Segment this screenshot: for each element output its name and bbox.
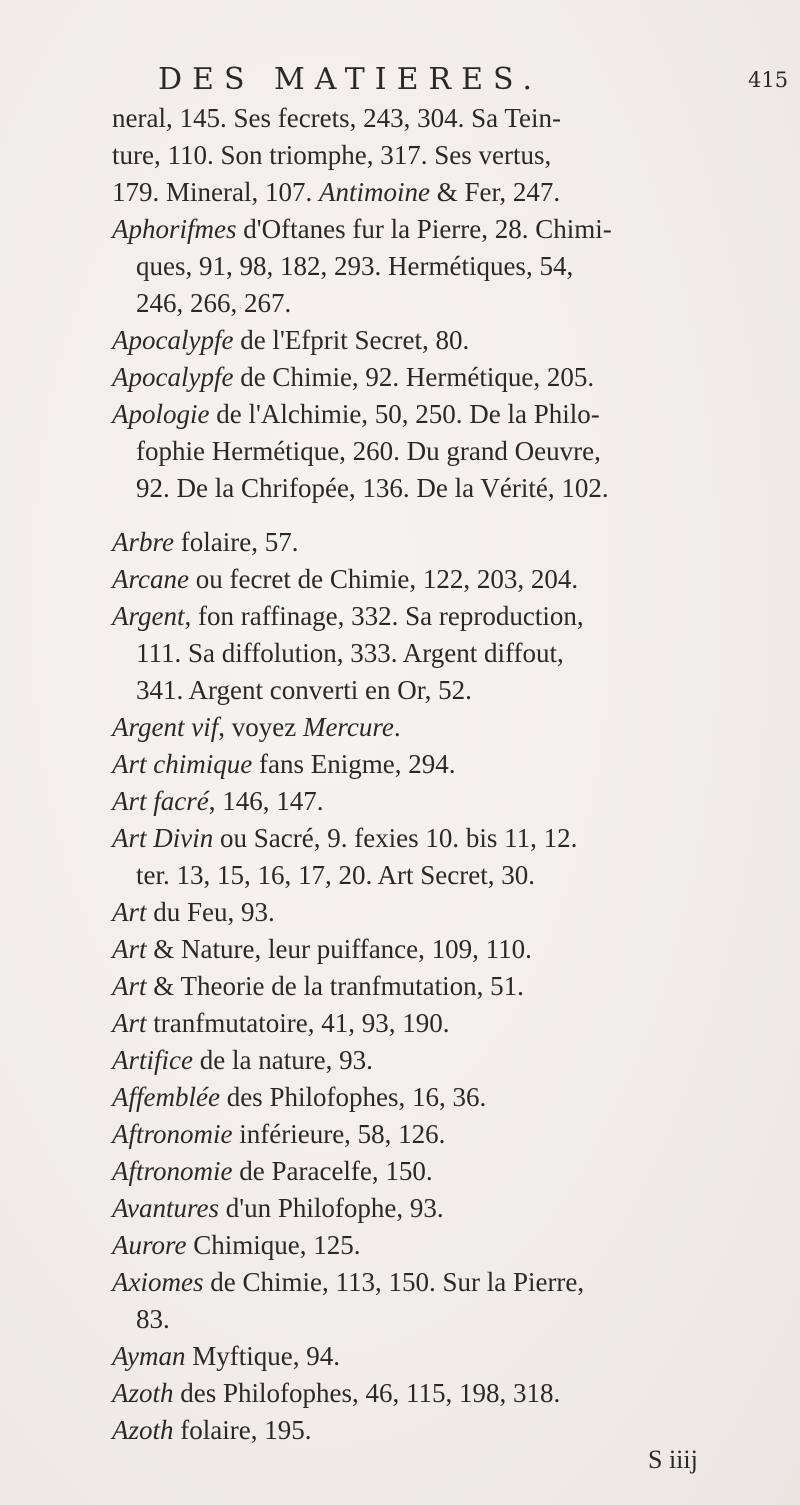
entry-text: des Philofophes, 16, 36. xyxy=(219,1082,487,1112)
index-line xyxy=(112,598,732,635)
entry-text: ques, 91, 98, 182, 293. Hermétiques, 54, xyxy=(136,251,574,281)
index-line xyxy=(112,1301,732,1338)
index-line xyxy=(112,709,732,746)
index-line xyxy=(112,1190,732,1227)
entry-text: folaire, 195. xyxy=(173,1415,312,1445)
entry-text: & Fer, 247. xyxy=(429,177,561,207)
index-line xyxy=(112,100,732,137)
index-line xyxy=(112,137,732,174)
index-line xyxy=(112,470,732,507)
index-line xyxy=(112,285,732,322)
index-line xyxy=(112,635,732,672)
entry-text: des Philofophes, 46, 115, 198, 318. xyxy=(173,1378,561,1408)
index-line xyxy=(112,968,732,1005)
entry-text: , fon raffinage, 332. Sa reproduction, xyxy=(184,601,584,631)
entry-text: & Theorie de la tranfmutation, 51. xyxy=(146,971,524,1001)
entry-headword: Art xyxy=(112,934,147,964)
entry-text: d'Oftanes fur la Pierre, 28. Chimi- xyxy=(236,214,612,244)
index-line xyxy=(112,746,732,783)
entry-headword: Argent vif xyxy=(112,712,219,742)
index-line xyxy=(112,1042,732,1079)
index-line xyxy=(112,1005,732,1042)
entry-headword: Arcane xyxy=(112,564,189,594)
index-line xyxy=(112,1079,732,1116)
entry-text: , voyez xyxy=(218,712,303,742)
index-line xyxy=(112,396,732,433)
entry-headword: Antimoine xyxy=(318,177,430,207)
index-line xyxy=(112,1412,732,1449)
entry-headword: Arbre xyxy=(112,527,174,557)
index-line xyxy=(112,672,732,709)
entry-text: de Paracelfe, 150. xyxy=(232,1156,433,1186)
entry-headword: Argent xyxy=(112,601,185,631)
entry-text: fans Enigme, 294. xyxy=(252,749,456,779)
entry-headword: Ayman xyxy=(112,1341,186,1371)
index-line xyxy=(112,211,732,248)
entry-headword: Apocalypfe xyxy=(112,362,234,392)
entry-headword: Affemblée xyxy=(112,1082,220,1112)
entry-text: ter. 13, 15, 16, 17, 20. Art Secret, 30. xyxy=(136,860,535,890)
entry-text: de l'Efprit Secret, 80. xyxy=(233,325,470,355)
index-line xyxy=(112,1153,732,1190)
entry-headword: Azoth xyxy=(112,1415,174,1445)
entry-headword: Apologie xyxy=(112,399,210,429)
entry-text: ou fecret de Chimie, 122, 203, 204. xyxy=(188,564,579,594)
entry-headword: Mercure xyxy=(302,712,394,742)
entry-text: . xyxy=(393,712,401,742)
entry-text: tranfmutatoire, 41, 93, 190. xyxy=(146,1008,450,1038)
entry-text: 111. Sa diffolution, 333. Argent diffout, xyxy=(136,638,564,668)
entry-headword: Art chimique xyxy=(112,749,253,779)
entry-text: de Chimie, 113, 150. Sur la Pierre, xyxy=(203,1267,585,1297)
entry-text: de la nature, 93. xyxy=(192,1045,373,1075)
index-line xyxy=(112,433,732,470)
index-line xyxy=(112,1338,732,1375)
entry-text: Chimique, 125. xyxy=(186,1230,361,1260)
index-line xyxy=(112,248,732,285)
printer-signature: S iiij xyxy=(648,1445,698,1474)
entry-text: , 146, 147. xyxy=(208,786,324,816)
entry-headword: Artifice xyxy=(112,1045,193,1075)
entry-headword: Azoth xyxy=(112,1378,174,1408)
index-entries xyxy=(112,100,732,1449)
index-line xyxy=(112,359,732,396)
entry-text: 179. Mineral, 107. xyxy=(112,177,319,207)
entry-text: 341. Argent converti en Or, 52. xyxy=(136,675,472,705)
entry-headword: Art Divin xyxy=(112,823,214,853)
entry-headword: Art facré xyxy=(112,786,209,816)
index-line xyxy=(112,1116,732,1153)
entry-headword: Aurore xyxy=(112,1230,187,1260)
index-line xyxy=(112,174,732,211)
entry-headword: Axiomes xyxy=(112,1267,204,1297)
entry-text: & Nature, leur puiffance, 109, 110. xyxy=(146,934,532,964)
index-line xyxy=(112,524,732,561)
entry-text: 92. De la Chrifopée, 136. De la Vérité, 102. xyxy=(136,473,609,503)
index-line xyxy=(112,1264,732,1301)
entry-text: 83. xyxy=(136,1304,170,1334)
entry-headword: Apocalypfe xyxy=(112,325,234,355)
entry-text: fophie Hermétique, 260. Du grand Oeuvre, xyxy=(136,436,601,466)
index-line xyxy=(112,894,732,931)
index-line xyxy=(112,561,732,598)
entry-text: ou Sacré, 9. fexies 10. bis 11, 12. xyxy=(213,823,578,853)
index-line xyxy=(112,820,732,857)
entry-text: d'un Philofophe, 93. xyxy=(219,1193,444,1223)
entry-headword: Aftronomie xyxy=(112,1156,233,1186)
entry-headword: Art xyxy=(112,971,147,1001)
entry-headword: Aphorifmes xyxy=(112,214,237,244)
index-line xyxy=(112,857,732,894)
entry-text: ture, 110. Son triomphe, 317. Ses vertus, xyxy=(112,140,552,170)
index-line xyxy=(112,1227,732,1264)
entry-text: neral, 145. Ses fecrets, 243, 304. Sa Tein- xyxy=(112,103,562,133)
entry-text: 246, 266, 267. xyxy=(136,288,292,318)
entry-text: Myftique, 94. xyxy=(185,1341,340,1371)
entry-headword: Aftronomie xyxy=(112,1119,233,1149)
entry-text: de Chimie, 92. Hermétique, 205. xyxy=(233,362,595,392)
index-line xyxy=(112,1375,732,1412)
page-number: 415 xyxy=(748,68,789,92)
running-header xyxy=(0,62,800,102)
entry-text: folaire, 57. xyxy=(174,527,299,557)
entry-text: du Feu, 93. xyxy=(146,897,275,927)
index-line xyxy=(112,322,732,359)
entry-headword: Art xyxy=(112,897,147,927)
entry-headword: Avantures xyxy=(112,1193,219,1223)
index-line xyxy=(112,931,732,968)
entry-text: inférieure, 58, 126. xyxy=(232,1119,446,1149)
entry-headword: Art xyxy=(112,1008,147,1038)
index-line xyxy=(112,783,732,820)
header-title: DES MATIERES. xyxy=(158,62,543,97)
entry-text: de l'Alchimie, 50, 250. De la Philo- xyxy=(209,399,600,429)
